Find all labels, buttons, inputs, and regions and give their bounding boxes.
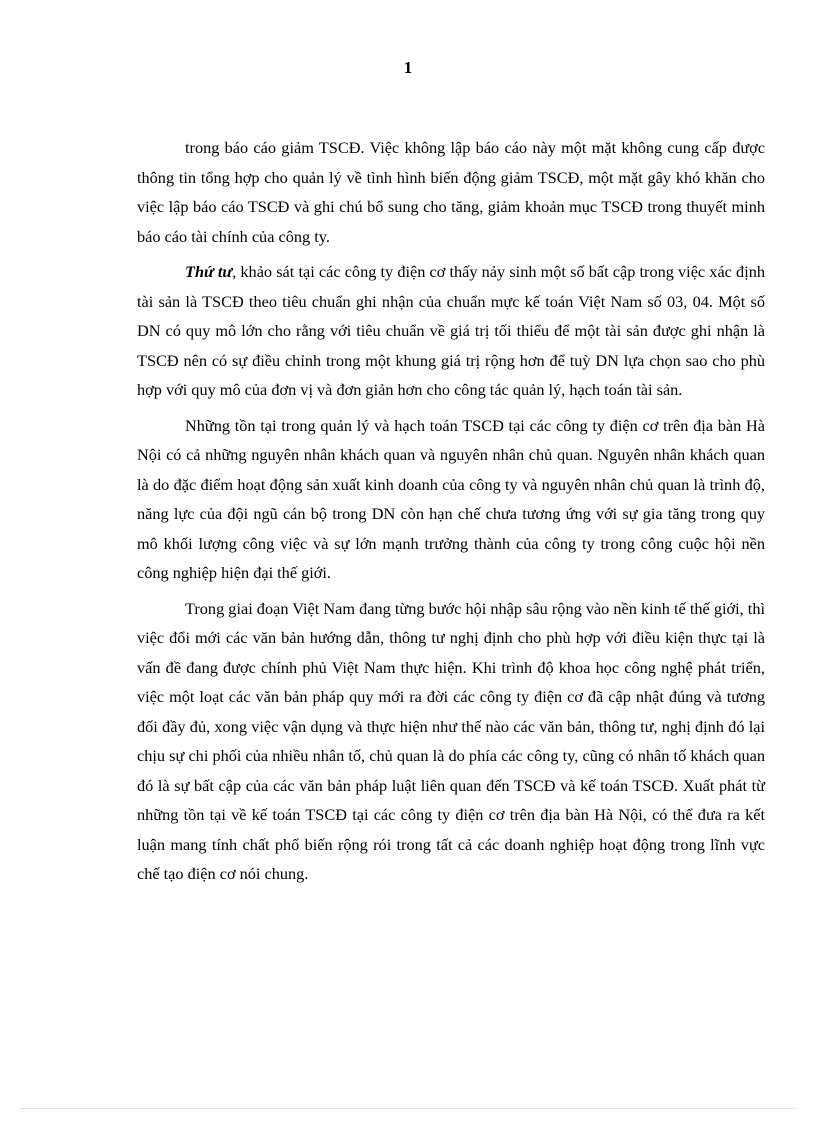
document-body xyxy=(137,133,765,895)
paragraph-2-text: , khảo sát tại các công ty điện cơ thấy nảy sinh một số bất cập trong việc xác định tài sản là TSCĐ theo tiêu chuẩn ghi nhận của chuẩn mực kế toán Việt Nam số 03, 04. Một số DN có quy mô lớn cho rằng với tiêu chuẩn về giá trị tối thiểu để một tài sản được ghi nhận là TSCĐ nên có sự điều chỉnh trong một khung giá trị rộng hơn để tuỳ DN lựa chọn sao cho phù hợp với quy mô của đơn vị và đơn giản hơn cho công tác quản lý, hạch toán tài sản. xyxy=(137,262,765,399)
paragraph-1-text: trong báo cáo giảm TSCĐ. Việc không lập báo cáo này một mặt không cung cấp được thông tin tổng hợp cho quản lý về tình hình biến động giảm TSCĐ, một mặt gây khó khăn cho việc lập báo cáo TSCĐ và ghi chú bổ sung cho tăng, giảm khoản mục TSCĐ trong thuyết minh báo cáo tài chính của công ty. xyxy=(137,138,765,246)
paragraph-2 xyxy=(137,257,765,405)
paragraph-4 xyxy=(137,594,765,889)
paragraph-2-lead: Thứ tư xyxy=(185,262,233,281)
page-bottom-divider xyxy=(20,1108,796,1109)
paragraph-1 xyxy=(137,133,765,251)
paragraph-4-text: Trong giai đoạn Việt Nam đang từng bước hội nhập sâu rộng vào nền kinh tế thế giới, thì việc đổi mới các văn bản hướng dẫn, thông tư nghị định cho phù hợp với điều kiện thực tại là vấn đề đang được chính phủ Việt Nam thực hiện. Khi trình độ khoa học công nghệ phát triển, việc một loạt các văn bản pháp quy mới ra đời các công ty điện cơ đã cập nhật đúng và tương đối đầy đủ, xong việc vận dụng và thực hiện như thế nào các văn bản, thông tư, nghị định đó lại chịu sự chi phối của nhiều nhân tố, chủ quan là do phía các công ty, cũng có nhân tố khách quan đó là sự bất cập của các văn bản pháp luật liên quan đến TSCĐ và kế toán TSCĐ. Xuất phát từ những tồn tại về kế toán TSCĐ tại các công ty điện cơ trên địa bàn Hà Nội, có thể đưa ra kết luận mang tính chất phổ biến rộng rói trong tất cả các doanh nghiệp hoạt động trong lĩnh vực chế tạo điện cơ nói chung. xyxy=(137,598,765,883)
page-number: 1 xyxy=(403,58,413,77)
paragraph-3-text: Những tồn tại trong quản lý và hạch toán TSCĐ tại các công ty điện cơ trên địa bàn Hà Nội có cả những nguyên nhân khách quan và nguyên nhân chủ quan. Nguyên nhân khách quan là do đặc điểm hoạt động sản xuất kinh doanh của công ty và nguyên nhân chủ quan là trình độ, năng lực của đội ngũ cán bộ trong DN còn hạn chế chưa tương ứng với sự gia tăng trong quy mô khối lượng công việc và sự lớn mạnh trưởng thành của công ty trong công cuộc hội nền công nghiệp hiện đại thế giới. xyxy=(137,415,765,582)
paragraph-3 xyxy=(137,411,765,588)
